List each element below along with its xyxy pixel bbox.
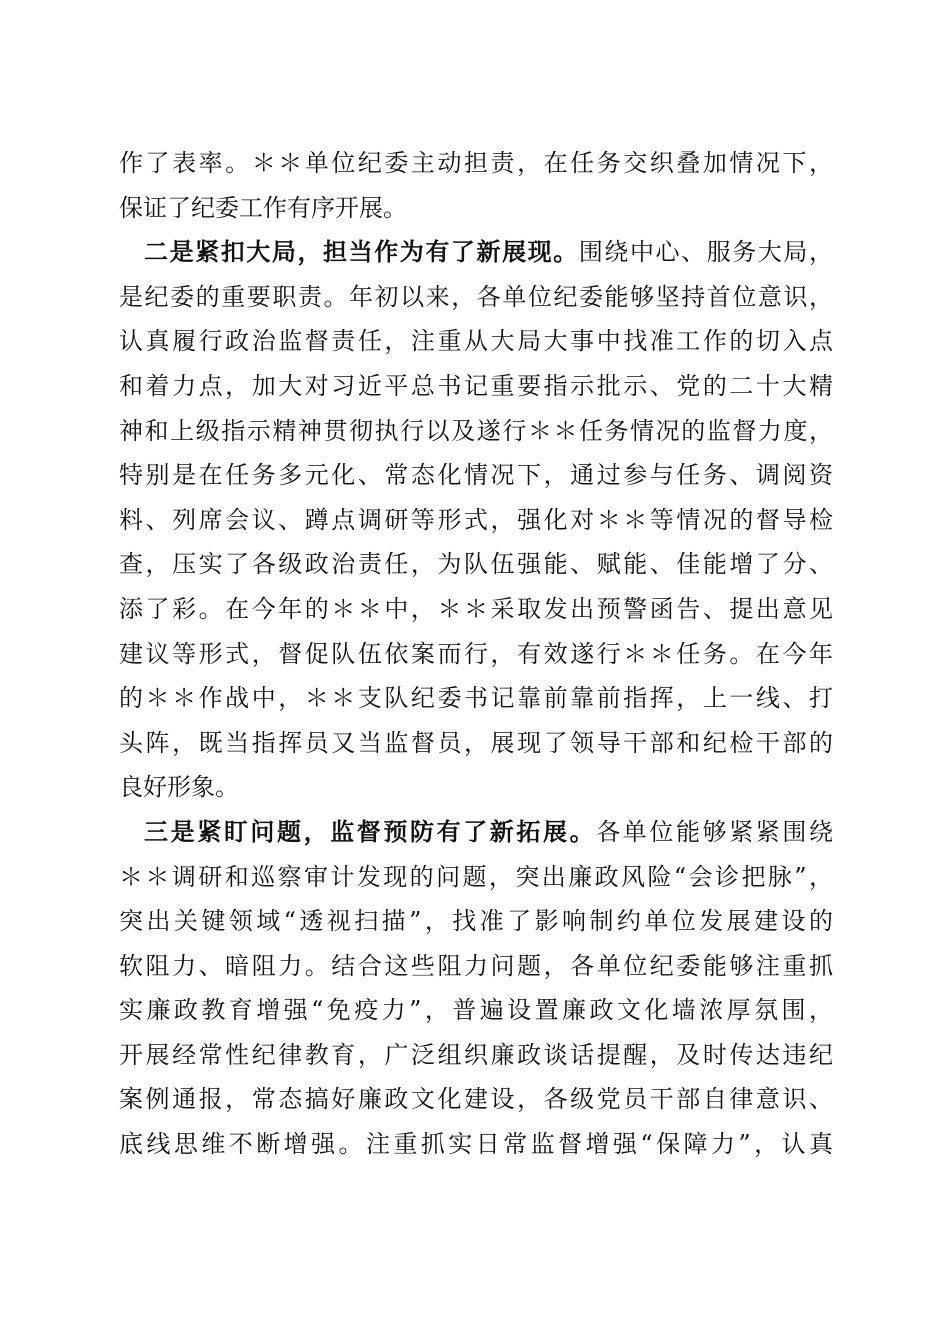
text-line: ＊＊调研和巡察审计发现的问题，突出廉政风险“会诊把脉”，: [119, 862, 833, 891]
text-line: 突出关键领域“透视扫描”，找准了影响制约单位发展建设的: [119, 907, 833, 936]
text-line: 良好形象。: [119, 773, 239, 802]
text-line: 特别是在任务多元化、常态化情况下，通过参与任务、调阅资: [119, 461, 833, 490]
text-line: 头阵，既当指挥员又当监督员，展现了领导干部和纪检干部的: [119, 728, 833, 757]
paragraph-heading-line: [119, 230, 833, 275]
text-line: 实廉政教育增强“免疫力”，普遍设置廉政文化墙浓厚氛围，: [119, 996, 833, 1025]
text-line: 料、列席会议、蹲点调研等形式，强化对＊＊等情况的督导检: [119, 505, 833, 534]
text-line: 认真履行政治监督责任，注重从大局大事中找准工作的切入点: [119, 327, 833, 356]
text-line: 建议等形式，督促队伍依案而行，有效遂行＊＊任务。在今年: [119, 639, 833, 668]
text-span: 围绕中心、服务大局，: [578, 238, 834, 267]
text-line: 底线思维不断增强。注重抓实日常监督增强“保障力”，认真: [119, 1130, 833, 1159]
text-line: 和着力点，加大对习近平总书记重要指示批示、党的二十大精: [119, 371, 833, 400]
text-line: 软阻力、暗阻力。结合这些阻力问题，各单位纪委能够注重抓: [119, 951, 833, 980]
document-page: [119, 141, 833, 1167]
text-line: 保证了纪委工作有序开展。: [119, 193, 407, 222]
text-line: 神和上级指示精神贯彻执行以及遂行＊＊任务情况的监督力度，: [119, 416, 833, 445]
text-line: 作了表率。＊＊单位纪委主动担责，在任务交织叠加情况下，: [119, 149, 833, 177]
text-line: 查，压实了各级政治责任，为队伍强能、赋能、佳能增了分、: [119, 550, 833, 579]
paragraph-heading-line: [119, 810, 833, 855]
text-line: 开展经常性纪律教育，广泛组织廉政谈话提醒，及时传达违纪: [119, 1040, 833, 1069]
text-span: 各单位能够紧紧围绕: [596, 817, 834, 846]
text-line: 的＊＊作战中，＊＊支队纪委书记靠前靠前指挥，上一线、打: [119, 684, 833, 713]
text-line: 添了彩。在今年的＊＊中，＊＊采取发出预警函告、提出意见: [119, 594, 833, 623]
section-heading: 三是紧盯问题，监督预防有了新拓展。: [144, 816, 597, 846]
text-line: 案例通报，常态搞好廉政文化建设，各级党员干部自律意识、: [119, 1085, 833, 1114]
section-heading: 二是紧扣大局，担当作为有了新展现。: [144, 237, 579, 267]
text-line: 是纪委的重要职责。年初以来，各单位纪委能够坚持首位意识，: [119, 282, 833, 311]
